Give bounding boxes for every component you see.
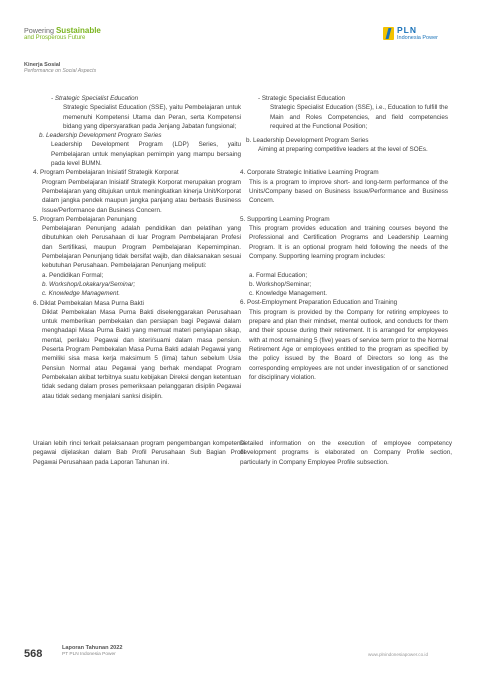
left-item-6-title: 6. Diklat Pembekalan Masa Purna Bakti [33, 299, 144, 307]
right-item-5-title: 5. Supporting Learning Program [240, 215, 330, 223]
page-number: 568 [24, 648, 43, 660]
right-item-5a: a. Formal Education; [249, 271, 308, 279]
footer-title: Laporan Tahunan 2022 [62, 645, 123, 651]
left-item-b-title: b. Leadership Development Program Series [39, 132, 162, 140]
left-conclusion: Uraian lebih rinci terkait pelaksanaan program pengembangan kompetensi pegawai dijelaskan dalam Bab Profil Perusahaan Sub Bagian Profil Pegawai Perusahaan pada Laporan Tahunan ini. [33, 440, 245, 466]
right-conclusion: Detailed information on the execution of employee competency development programs is elaborated on Company Profile section, particularly in Company Employee Profile subsection. [240, 440, 452, 466]
brand-tagline-line2: and Prosperous Future [24, 35, 86, 41]
right-item-5c: c. Knowledge Management. [249, 290, 328, 298]
pln-logo [383, 26, 441, 42]
right-item-6-body: This program is provided by the Company for retiring employees to prepare and plan their mindset, mental outlook, and conducts for them and their spouse during their retirement. It is arranged for employees with at most remaining 5 (five) years of service term prior to the Normal Retirement Age or employees entitled to the program as specified by the policy issued by the Board of Directors so long as the corresponding employees are not under investigation of or sanctioned for disciplinary violation. [249, 308, 448, 381]
left-item-5-title: 5. Program Pembelajaran Penunjang [33, 215, 137, 223]
right-item-4-title: 4. Corporate Strategic Initiative Learning Program [240, 169, 379, 177]
left-item-5-body: Pembelajaran Penunjang adalah pendidikan dan pelatihan yang dibutuhkan oleh Perusahaan di luar Program Pembelajaran Profesi dan Sertifikasi, maupun Program Pembelajaran Kepemimpinan. Pembelajaran Penunjang tidak bersifat wajib, dan dilaksanakan sesuai kebutuhan Perusahaan. Pembelajaran Penunjang meliputi: [42, 225, 241, 270]
right-item-b-title: b. Leadership Development Program Series [246, 136, 369, 144]
left-item-b-body: Leadership Development Program (LDP) Series, yaitu Pembelajaran untuk menyiapkan pemimpin yang mampu bersaing pada level BUMN. [51, 141, 241, 168]
right-item-b-body: Aiming at preparing competitive leaders at the level of SOEs. [258, 146, 428, 154]
left-item-4-title: 4. Program Pembelajaran Inisiatif Strategik Korporat [33, 169, 179, 177]
lightning-icon [383, 27, 394, 40]
right-item-a1-body: Strategic Specialist Education (SSE), i.e., Education to fulfill the Main and Roles Competencies, and field competencies required at the Functional Position; [270, 104, 448, 130]
right-item-a1-title: - Strategic Specialist Education [258, 95, 346, 102]
left-item-5b: b. Workshop/Lokakarya/Seminar; [42, 280, 136, 288]
footer-subtitle: PT PLN Indonesia Power [62, 652, 116, 657]
logo-text: PLN [397, 25, 417, 35]
left-item-5a: a. Pendidikan Formal; [42, 271, 104, 279]
right-item-4-body: This is a program to improve short- and long-term performance of the Units/Company based on Business Issue/Performance and Business Concern. [249, 178, 448, 205]
logo-subtext: Indonesia Power [397, 35, 438, 41]
footer-url: www.plnindonesiapower.co.id [368, 652, 429, 657]
section-title: Kinerja Sosial [24, 62, 61, 68]
left-item-a1-body: Strategic Specialist Education (SSE), yaitu Pembelajaran untuk memenuhi Kompetensi Utama dan Peran, serta Kompetensi bidang yang dipersyaratkan pada Jenjang Jabatan fungsional; [63, 104, 241, 130]
right-column [240, 94, 448, 382]
left-item-6-body: Diklat Pembekalan Masa Purna Bakti diselenggarakan Perusahaan untuk memberikan pembekalan dan persiapan bagi Pegawai dalam menghadapi Masa Purna Bakti yang memuat materi penyiapan sikap, mental, perilaku Pegawai dan isteri/suami dalam masa pensiun. Peserta Program Pembekalan Masa Purna Bakti adalah Pegawai yang memiliki sisa masa kerja maksimum 5 (lima) tahun sebelum Usia Pensiun Normal atau Pegawai yang berhak mendapat Program Pembekalan akibat terbitnya suatu kebijakan Direksi dengan ketentuan tidak sedang dalam proses pemeriksaan pelanggaran disiplin Pegawai atau tidak sedang menjalani sanksi disiplin. [42, 308, 241, 400]
left-column [33, 94, 241, 401]
right-item-5b: b. Workshop/Seminar; [249, 280, 312, 288]
right-item-6-title: 6. Post-Employment Preparation Education and Training [240, 299, 398, 307]
left-item-4-body: Program Pembelajaran Inisiatif Strategik Korporat merupakan program Pembelajaran yang ditujukan untuk meningkatkan kinerja Unit/Korporat dalam jangka pendek maupun jangka panjang atau berbasis Business Issue/Performance dan Business Concern. [42, 178, 241, 214]
right-item-5-body: This program provides education and training courses beyond the Professional and Certification Programs and Leadership Learning Program. It is an optional program held following the needs of the Company. Supporting learning program includes: [249, 225, 448, 260]
section-subtitle: Performance on Social Aspects [24, 68, 97, 74]
brand-bold: Sustainable [55, 26, 101, 35]
left-item-5c: c. Knowledge Management. [42, 290, 121, 298]
left-item-a1-title: - Strategic Specialist Education [51, 95, 139, 102]
brand-prefix: Powering [24, 26, 56, 35]
